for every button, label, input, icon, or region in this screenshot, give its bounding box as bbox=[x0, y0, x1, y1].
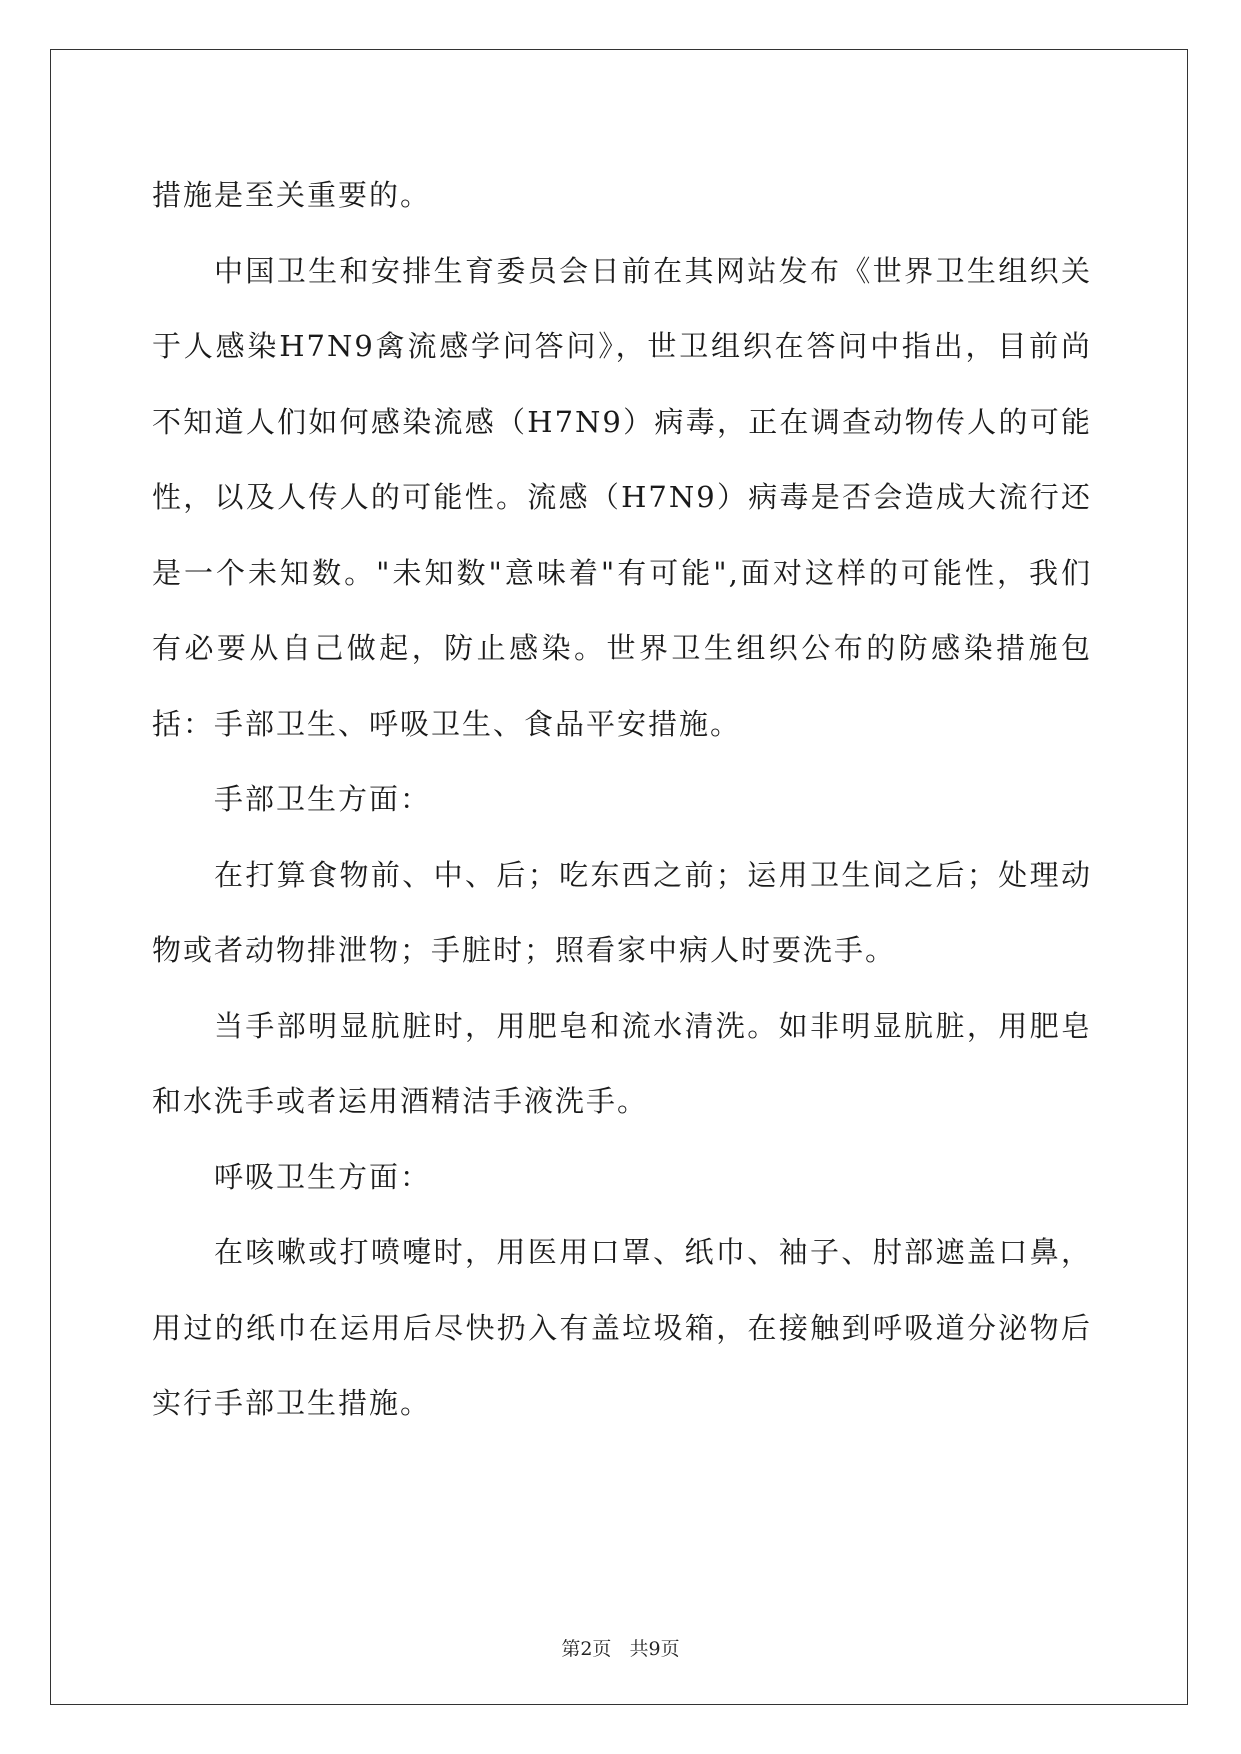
paragraph-respiratory-hygiene-heading: 呼吸卫生方面： bbox=[214, 1159, 432, 1194]
paragraph-cough-etiquette: 在咳嗽或打喷嚏时，用医用口罩、纸巾、袖子、肘部遮盖口鼻，用过的纸巾在运用后尽快扔入有盖垃圾箱，在接触到呼吸道分泌物后实行手部卫生措施。 bbox=[152, 1235, 1092, 1420]
paragraph-hand-hygiene-heading: 手部卫生方面： bbox=[214, 782, 432, 816]
paragraph-how-to-wash: 当手部明显肮脏时，用肥皂和流水清洗。如非明显肮脏，用肥皂和水洗手或者运用酒精洁手液洗手。 bbox=[152, 1008, 1092, 1118]
document-body bbox=[152, 158, 1092, 1442]
paragraph-h7n9-qa: 中国卫生和安排生育委员会日前在其网站发布《世界卫生组织关于人感染H7N9禽流感学问答问》，世卫组织在答问中指出，目前尚不知道人们如何感染流感（H7N9）病毒，正在调查动物传人的可能性，以及人传人的可能性。流感（H7N9）病毒是否会造成大流行还是一个未知数。"未知数"意味着"有可能",面对这样的可能性，我们有必要从自己做起，防止感染。世界卫生组织公布的防感染措施包括：手部卫生、呼吸卫生、食品平安措施。 bbox=[152, 253, 1092, 741]
paragraph-continuation: 措施是至关重要的。 bbox=[152, 178, 432, 212]
page-number-footer: 第2页 共9页 bbox=[561, 1638, 680, 1660]
paragraph-when-to-wash: 在打算食物前、中、后；吃东西之前；运用卫生间之后；处理动物或者动物排泄物；手脏时；照看家中病人时要洗手。 bbox=[152, 857, 1092, 967]
